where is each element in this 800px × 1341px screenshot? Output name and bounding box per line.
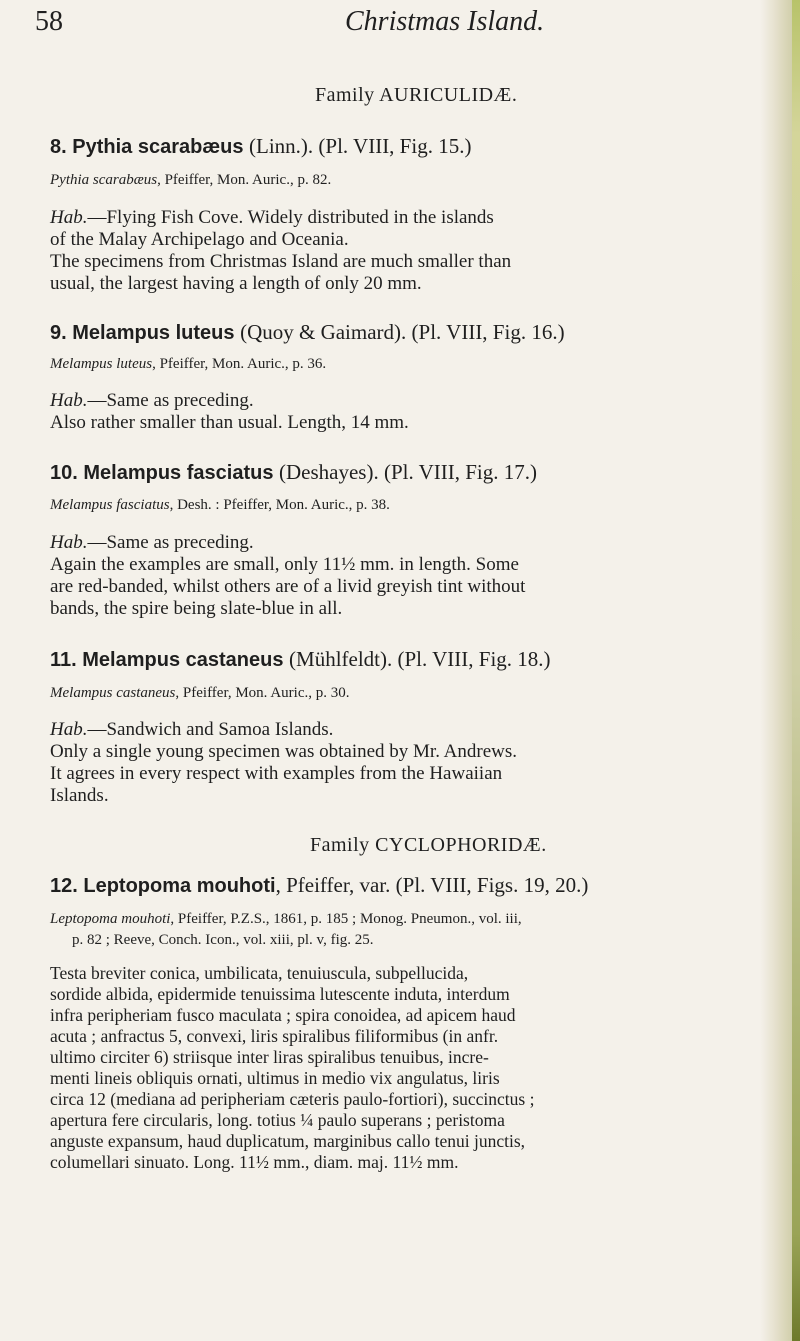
text-line: Islands. [50,785,109,806]
text-line: —Same as preceding. [87,390,254,411]
text-line: Only a single young specimen was obtained by Mr. Andrews. [50,741,518,762]
species-citation-10 [50,497,390,514]
citation-name: Pythia scarabæus [50,172,158,188]
species-number: 8. [50,136,67,158]
text-line: of the Malay Archipelago and Oceania. [50,229,349,250]
citation-name: Melampus luteus [50,356,153,372]
text-line: apertura fere circularis, long. totius ¼ paulo superans ; peristoma [50,1110,505,1130]
species-name: Leptopoma mouhoti [83,875,276,897]
text-line: usual, the largest having a length of only 20 mm. [50,273,422,294]
species-number: 10. [50,462,78,484]
text-line: It agrees in every respect with examples from the Hawaiian [50,763,503,784]
text-line: Again the examples are small, only 11½ mm. in length. Some [50,554,519,575]
family-heading-auriculidae: Family AURICULIDÆ. [315,84,518,106]
citation-line-2: p. 82 ; Reeve, Conch. Icon., vol. xiii, pl. v, fig. 25. [72,932,374,948]
habitat-paragraph-11 [50,719,517,807]
text-line: columellari sinuato. Long. 11½ mm., diam. maj. 11½ mm. [50,1152,459,1172]
text-line: The specimens from Christmas Island are much smaller than [50,251,512,272]
citation-rest: , Pfeiffer, Mon. Auric., p. 30. [175,685,350,701]
text-line: —Same as preceding. [87,532,254,553]
species-name: Melampus castaneus [82,649,284,671]
species-authority: (Linn.). (Pl. VIII, Fig. 15.) [249,134,472,158]
text-line: Also rather smaller than usual. Length, 14 mm. [50,412,409,433]
citation-name: Leptopoma mouhoti [50,911,171,927]
species-number: 11. [50,649,77,671]
page-edge-binding [792,0,800,1341]
text-line: acuta ; anfractus 5, convexi, liris spiralibus filiformibus (in anfr. [50,1026,499,1046]
citation-rest: , Desh. : Pfeiffer, Mon. Auric., p. 38. [169,497,390,513]
text-line: circa 12 (mediana ad peripheriam cæteris paulo-fortiori), succinctus ; [50,1089,535,1109]
species-citation-8 [50,172,331,189]
text-line: sordide albida, epidermide tenuissima lutescente induta, interdum [50,984,510,1004]
citation-name: Melampus castaneus [50,685,176,701]
text-line: are red-banded, whilst others are of a livid greyish tint without [50,576,526,597]
species-authority: (Quoy & Gaimard). (Pl. VIII, Fig. 16.) [240,320,565,344]
habitat-paragraph-10 [50,532,525,620]
page-number: 58 [35,6,63,37]
hab-label: Hab. [50,719,88,740]
species-heading-8 [50,134,471,159]
text-line: bands, the spire being slate-blue in all. [50,598,343,619]
latin-description-12 [50,963,534,1173]
text-line: ultimo circiter 6) striisque inter liras spiralibus tenuibus, incre- [50,1047,489,1067]
species-heading-11 [50,647,551,672]
species-number: 12. [50,875,78,897]
species-authority: (Mühlfeldt). (Pl. VIII, Fig. 18.) [289,647,551,671]
species-heading-12 [50,873,588,898]
hab-label: Hab. [50,390,88,411]
hab-label: Hab. [50,207,88,228]
species-number: 9. [50,322,67,344]
text-line: —Flying Fish Cove. Widely distributed in the islands [87,207,494,228]
species-citation-9 [50,356,326,373]
citation-rest: , Pfeiffer, Mon. Auric., p. 82. [157,172,332,188]
species-heading-9 [50,320,565,345]
hab-label: Hab. [50,532,88,553]
citation-rest: , Pfeiffer, Mon. Auric., p. 36. [152,356,327,372]
species-name: Pythia scarabæus [72,136,244,158]
text-line: anguste expansum, haud duplicatum, marginibus callo tenui junctis, [50,1131,526,1151]
species-authority: (Deshayes). (Pl. VIII, Fig. 17.) [279,460,538,484]
species-heading-10 [50,460,537,485]
species-citation-12 [50,909,522,951]
text-line: Testa breviter conica, umbilicata, tenuiuscula, subpellucida, [50,963,469,983]
text-line: infra peripheriam fusco maculata ; spira conoidea, ad apicem haud [50,1005,516,1025]
family-heading-cyclophoridae: Family CYCLOPHORIDÆ. [310,834,547,856]
species-citation-11 [50,685,350,702]
citation-name: Melampus fasciatus [50,497,170,513]
running-title: Christmas Island. [345,6,545,37]
species-name: Melampus fasciatus [83,462,274,484]
habitat-paragraph-8 [50,207,511,295]
species-authority: , Pfeiffer, var. (Pl. VIII, Figs. 19, 20.) [275,873,589,897]
text-line: menti lineis obliquis ornati, ultimus in medio vix angulatus, liris [50,1068,500,1088]
habitat-paragraph-9 [50,390,409,434]
citation-rest: , Pfeiffer, P.Z.S., 1861, p. 185 ; Monog. Pneumon., vol. iii, [170,911,522,927]
species-name: Melampus luteus [72,322,235,344]
text-line: —Sandwich and Samoa Islands. [87,719,334,740]
